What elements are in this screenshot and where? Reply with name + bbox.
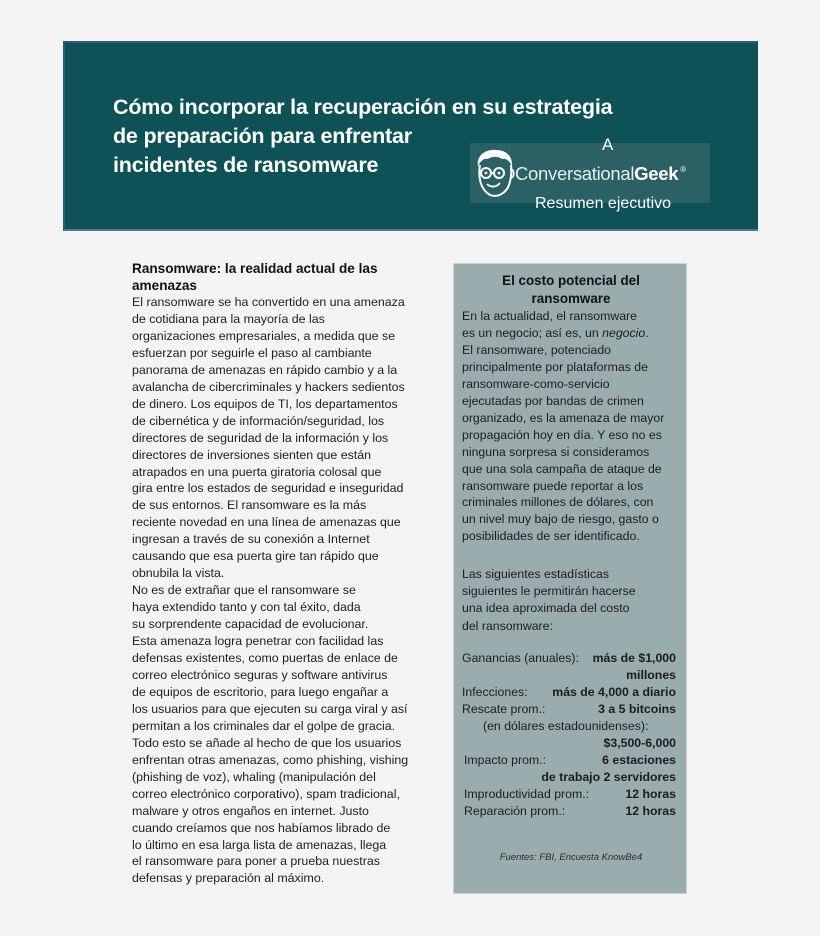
body-line: El ransomware se ha convertido en una amenaza xyxy=(132,295,405,309)
body-line: enfrentan otras amenazas, como phishing, vishing xyxy=(132,752,409,767)
title-line: incidentes de ransomware xyxy=(113,153,379,177)
body-line: ingresan a través de su conexión a Internet xyxy=(132,532,370,547)
cartoon-geek-face-icon xyxy=(472,147,516,199)
header-banner xyxy=(63,41,758,231)
body-line: permitan a los criminales dar el golpe de gracia. xyxy=(132,718,396,733)
article-body xyxy=(132,294,432,887)
sidebar-line: posibilidades de ser identificado. xyxy=(462,529,640,544)
sidebar-line: ninguna sorpresa si consideramos xyxy=(462,444,650,459)
stat-value-revenue: más de $1,000 xyxy=(592,651,676,665)
stat-label-repair: Reparación prom.: xyxy=(464,804,566,818)
body-line: de dinero. Los equipos de TI, los departamentos xyxy=(132,396,398,411)
body-line: de equipos de escritorio, para luego engañar a xyxy=(132,684,389,699)
article-heading: Ransomware: la realidad actual de las amenazas xyxy=(132,261,378,293)
stat-value-impact-cont: de trabajo 2 servidores xyxy=(541,770,676,784)
title-line: Cómo incorporar la recuperación en su estrategia xyxy=(113,95,613,119)
body-line: reciente novedad en una línea de amenazas que xyxy=(132,515,401,530)
cost-sidebar-box xyxy=(453,263,687,894)
body-line: No es de extrañar que el ransomware se xyxy=(132,583,356,598)
stat-label-infections: Infecciones: xyxy=(462,685,528,699)
stat-note-ransom: (en dólares estadounidenses): xyxy=(483,719,649,733)
stat-value-ransom: 3 a 5 bitcoins xyxy=(598,702,676,716)
sidebar-line: ejecutadas por bandas de crimen xyxy=(462,393,644,408)
body-line: de cibernética y de información/seguridad, los xyxy=(132,413,385,428)
body-line: directores de seguridad de la información y los xyxy=(132,430,389,445)
body-line: de cotidiana para la mayoría de las xyxy=(132,311,325,326)
stat-value-ransom-usd: $3,500-6,000 xyxy=(603,736,676,750)
sidebar-line: principalmente por plataformas de xyxy=(462,359,648,374)
stat-label-impact: Impacto prom.: xyxy=(464,753,547,767)
body-line: haya extendido tanto y con tal éxito, dada xyxy=(132,600,361,615)
sidebar-line: ransomware-como-servicio xyxy=(462,376,610,391)
body-line: correo electrónico seguras y software antivirus xyxy=(132,667,388,682)
body-line: el ransomware para poner a prueba nuestras xyxy=(132,854,380,869)
body-line: atrapados en una puerta giratoria colosal que xyxy=(132,464,382,479)
body-line: los usuarios para que ejecuten su carga viral y así xyxy=(132,701,408,716)
body-line: panorama de amenazas en rápido cambio y a la xyxy=(132,362,398,377)
body-line: malware y otros engaños en internet. Justo xyxy=(132,803,369,818)
body-line: cuando creíamos que nos habíamos librado de xyxy=(132,820,391,835)
sources-note: Fuentes: FBI, Encuesta KnowBe4 xyxy=(499,852,643,863)
body-line: lo último en esa larga lista de amenazas, llega xyxy=(132,837,387,852)
brand-name: ConversationalGeek ® xyxy=(515,163,686,184)
sidebar-line: es un negocio; así es, un negocio. xyxy=(462,325,649,340)
sidebar-line: ransomware puede reportar a los xyxy=(462,478,644,493)
body-line: su sorprendente capacidad de evolucionar. xyxy=(132,617,369,632)
body-line: directores de inversiones sienten que están xyxy=(132,447,372,462)
brand-subtitle: Resumen ejecutivo xyxy=(535,195,672,212)
sidebar-title: El costo potencial del ransomware xyxy=(502,273,640,306)
stat-value-infections: más de 4,000 a diario xyxy=(552,685,676,699)
stats-intro: Las siguientes estadísticas siguientes le permitirán hacerse una idea aproximada del costo del ransomware: xyxy=(462,567,636,633)
stat-value-impact: 6 estaciones xyxy=(602,753,676,767)
stat-label-revenue: Ganancias (anuales): xyxy=(462,651,579,665)
body-line: de sus entornos. El ransomware es la más xyxy=(132,498,367,513)
body-line: gira entre los estados de seguridad e inseguridad xyxy=(132,481,404,496)
stat-label-ransom: Rescate prom.: xyxy=(462,702,546,716)
sidebar-body xyxy=(462,308,686,545)
brand-prefix: A xyxy=(602,135,614,154)
article-column xyxy=(132,260,432,887)
sidebar-line: un nivel muy bajo de riesgo, gasto o xyxy=(462,512,659,527)
sidebar-line: En la actualidad, el ransomware xyxy=(462,309,637,323)
sidebar-line: que una sola campaña de ataque de xyxy=(462,461,662,476)
body-line: obnubila la vista. xyxy=(132,566,225,581)
body-line: correo electrónico corporativo), spam tradicional, xyxy=(132,786,400,801)
body-line: causando que esa puerta gire tan rápido que xyxy=(132,549,379,564)
stat-value-downtime: 12 horas xyxy=(625,787,676,801)
sidebar-line: propagación hoy en día. Y eso no es xyxy=(462,427,662,442)
stat-value-repair: 12 horas xyxy=(625,804,676,818)
body-line: avalancha de cibercriminales y hackers sedientos xyxy=(132,379,405,394)
body-line: esfuerzan por seguirle el paso al cambiante xyxy=(132,345,372,360)
body-line: Esta amenaza logra penetrar con facilidad las xyxy=(132,634,384,649)
body-line: defensas existentes, como puertas de enlace de xyxy=(132,651,398,666)
stat-value-revenue-cont: millones xyxy=(626,668,676,682)
sidebar-line: El ransomware, potenciado xyxy=(462,342,612,357)
stat-label-downtime: Improductividad prom.: xyxy=(464,787,590,801)
sidebar-line: criminales millones de dólares, con xyxy=(462,495,654,510)
title-line: de preparación para enfrentar xyxy=(113,124,412,148)
body-line: defensas y preparación al máximo. xyxy=(132,871,325,886)
body-line: organizaciones empresariales, a medida que se xyxy=(132,328,396,343)
sidebar-line: organizado, es la amenaza de mayor xyxy=(462,410,665,425)
body-line: Todo esto se añade al hecho de que los usuarios xyxy=(132,735,402,750)
body-line: (phishing de voz), whaling (manipulación del xyxy=(132,769,376,784)
